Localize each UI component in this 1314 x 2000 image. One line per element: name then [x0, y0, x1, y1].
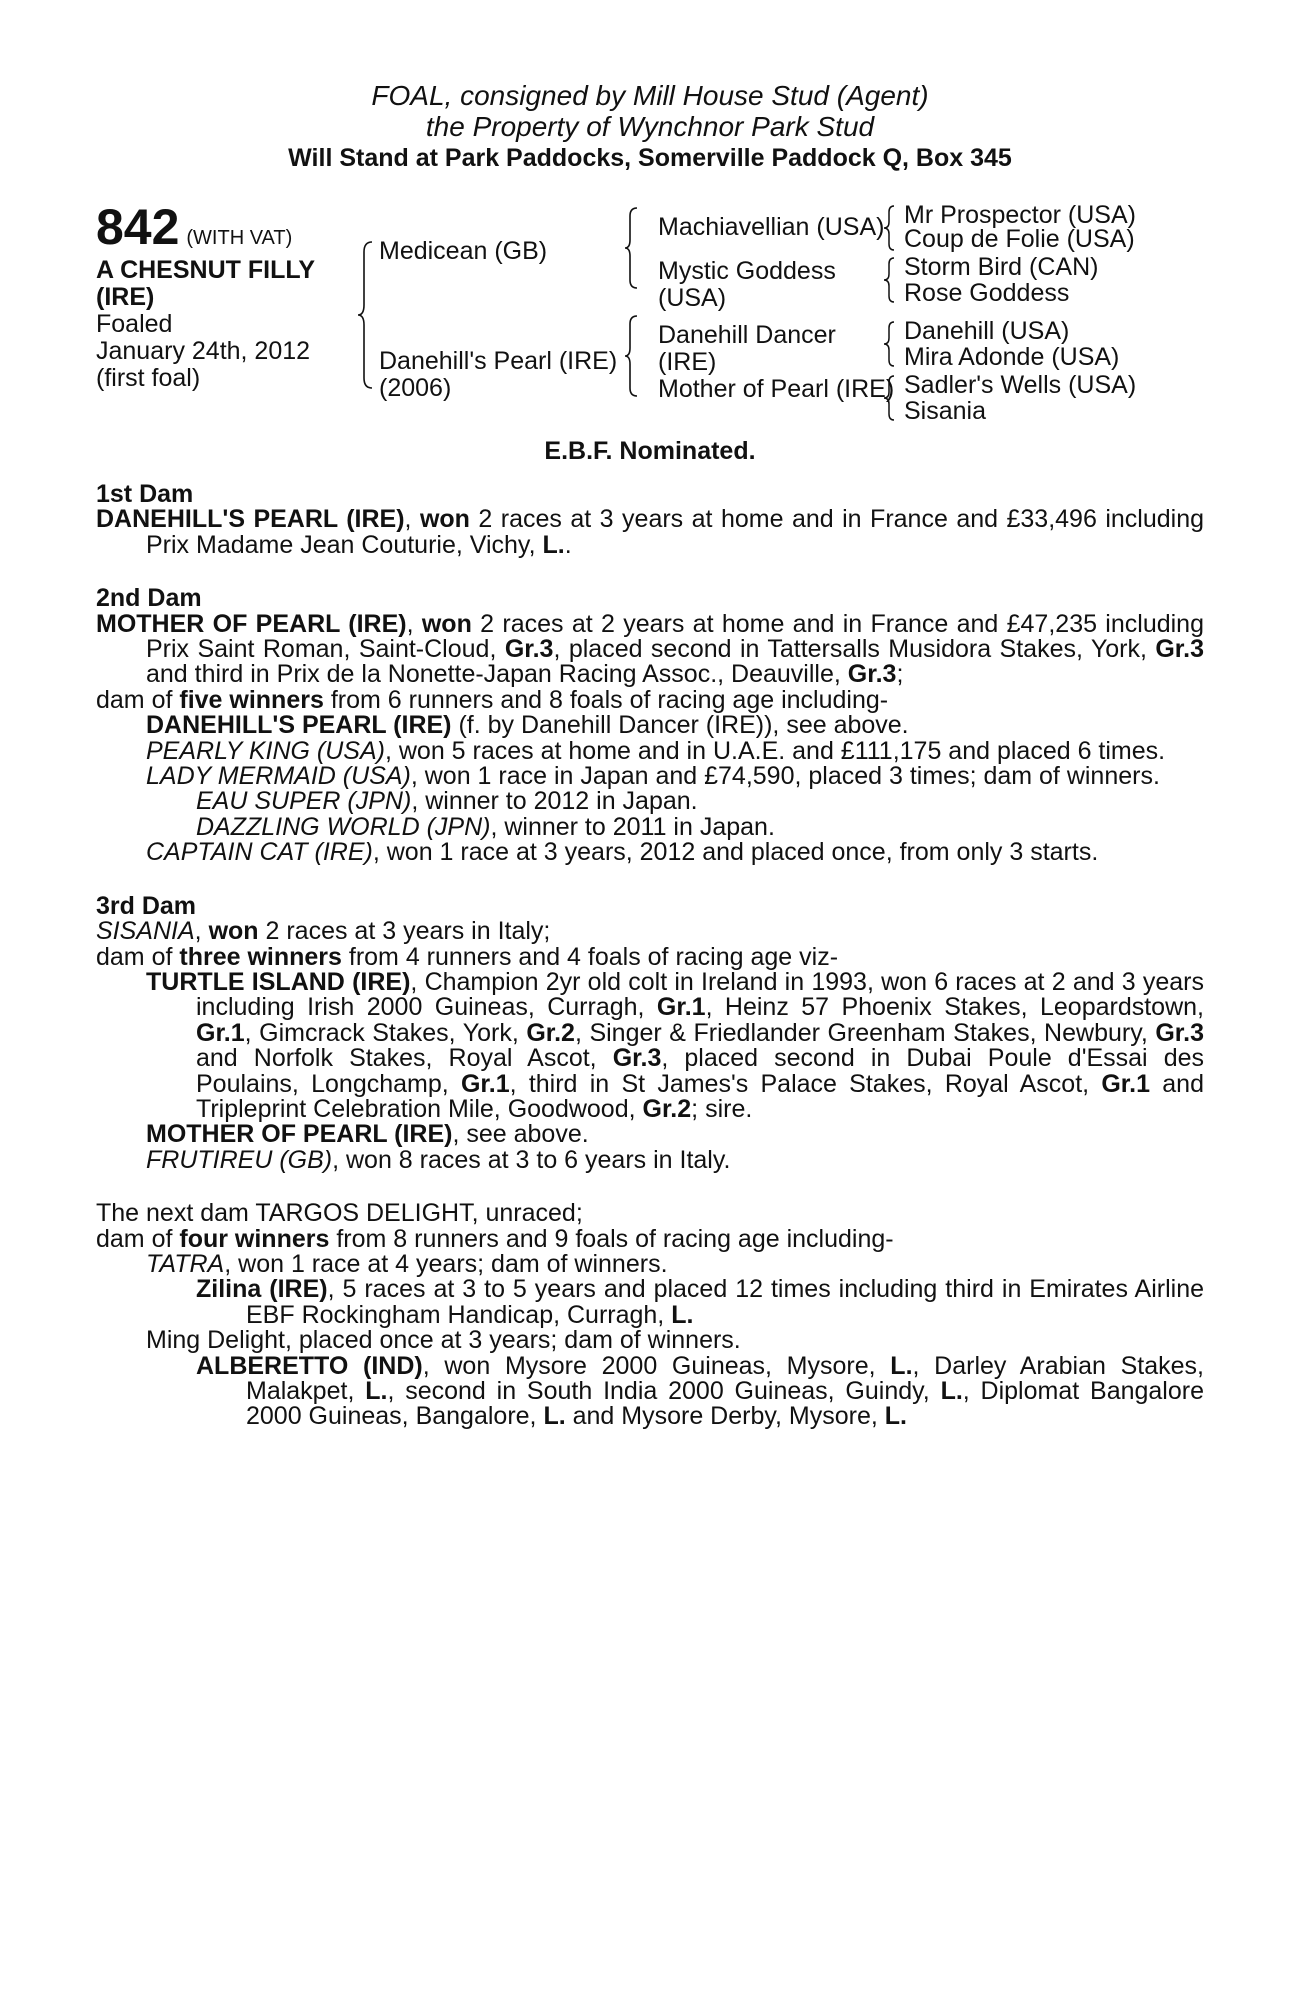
lot-number-row	[96, 199, 293, 255]
pedigree-brace	[625, 206, 639, 290]
record-text: .	[564, 530, 572, 559]
third-dam-record	[96, 919, 1204, 944]
progeny-entry	[96, 967, 1205, 1123]
progeny-name: DANEHILL'S PEARL (IRE)	[146, 711, 452, 740]
progeny-entry	[96, 1277, 1204, 1328]
ggdam-2: Rose Goddess	[904, 279, 1070, 307]
lot-description: A CHESNUT FILLY	[96, 256, 315, 284]
grade-label: Gr.3	[1155, 635, 1205, 664]
progeny-text: , Champion 2yr old colt in Ireland in 1993, won 6 races at 2 and 3 years including Irish 2000 Guineas, Curragh,	[196, 967, 1204, 1022]
progeny-text: and Norfolk Stakes, Royal Ascot,	[196, 1044, 613, 1073]
third-dam-title: 3rd Dam	[96, 891, 197, 920]
progeny-text: , won 1 race at 3 years, 2012 and placed once, from only 3 starts.	[372, 838, 1099, 867]
listed-label: L.	[671, 1300, 694, 1329]
listed-label: L.	[890, 1351, 913, 1380]
second-dam-title: 2nd Dam	[96, 584, 202, 613]
progeny-name: DAZZLING WORLD (JPN)	[196, 812, 491, 841]
progeny-entry	[96, 764, 1204, 789]
listed-label: L.	[940, 1377, 963, 1405]
dam-dam: Mother of Pearl (IRE)	[658, 375, 895, 403]
foaled-label: Foaled	[96, 310, 173, 338]
third-dam-section	[96, 891, 1205, 1174]
ggdam-1: Coup de Folie (USA)	[904, 225, 1135, 253]
sire-dam: Mystic Goddess	[658, 257, 836, 285]
progeny-text: (f. by Danehill Dancer (IRE)), see above.	[451, 711, 909, 740]
progeny-name: MOTHER OF PEARL (IRE)	[146, 1120, 453, 1149]
won-label: won	[208, 917, 259, 946]
progeny-text: , 5 races at 3 to 5 years and placed 12 times including third in Emirates Airline EBF Rockingham Handicap, Curragh,	[246, 1275, 1204, 1329]
listed-label: L.	[542, 530, 565, 559]
dam-name: Danehill's Pearl (IRE)	[379, 347, 618, 375]
progeny-name: TURTLE ISLAND (IRE)	[146, 967, 411, 996]
progeny-text: , second in South India 2000 Guineas, Guindy,	[387, 1377, 941, 1405]
dam-of-line	[96, 942, 1204, 971]
sire-name: Medicean (GB)	[379, 237, 548, 265]
progeny-text: , Diplomat Bangalore 2000 Guineas, Bangalore,	[246, 1377, 1204, 1431]
progeny-text: , won 1 race at 4 years; dam of winners.	[224, 1249, 668, 1278]
first-dam-title: 1st Dam	[96, 480, 194, 508]
won-label: won	[421, 609, 472, 638]
ebf-nominated: E.B.F. Nominated.	[544, 437, 756, 465]
ggsire-3: Danehill (USA)	[904, 317, 1070, 345]
ggdam-3: Mira Adonde (USA)	[904, 343, 1120, 371]
progeny-name: ALBERETTO (IND)	[196, 1351, 423, 1380]
progeny-text: , won 5 races at home and in U.A.E. and £111,175 and placed 6 times.	[384, 736, 1166, 765]
progeny-text: , Gimcrack Stakes, York,	[244, 1018, 527, 1047]
ebf-wrapper	[96, 438, 1204, 465]
record-text: ;	[896, 660, 904, 689]
progeny-text: , third in St James's Palace Stakes, Royal Ascot,	[509, 1069, 1102, 1098]
record-text: ,	[194, 917, 209, 946]
progeny-name: EAU SUPER (JPN)	[196, 787, 412, 816]
progeny-text: , won 8 races at 3 to 6 years in Italy.	[332, 1145, 731, 1174]
progeny-entry	[96, 1351, 1204, 1431]
lot-description-origin: (IRE)	[96, 283, 155, 311]
pedigree-brace	[884, 320, 896, 368]
sire-dam-origin: (USA)	[658, 284, 727, 312]
progeny-text: , winner to 2012 in Japan.	[411, 787, 698, 816]
dam-of-text: dam of	[96, 942, 180, 971]
progeny-entry	[96, 840, 1204, 865]
progeny-name: FRUTIREU (GB)	[146, 1145, 333, 1174]
dam-of-text: from 6 runners and 8 foals of racing age including-	[323, 685, 889, 714]
grade-label: Gr.3	[847, 660, 897, 689]
won-label: won	[419, 505, 470, 534]
catalogue-page	[96, 80, 1204, 1430]
progeny-name: Zilina (IRE)	[196, 1275, 328, 1304]
consignor-line: FOAL, consigned by Mill House Stud (Agent)	[371, 80, 929, 111]
listed-label: L.	[543, 1402, 566, 1431]
grade-label: Gr.1	[196, 1018, 245, 1047]
progeny-text: , placed second in Dubai Poule d'Essai des Poulains, Longchamp,	[196, 1044, 1205, 1098]
second-dam-name: MOTHER OF PEARL (IRE)	[96, 609, 407, 638]
progeny-text: , Heinz 57 Phoenix Stakes, Leopardstown,	[705, 993, 1204, 1022]
ggsire-1: Mr Prospector (USA)	[904, 201, 1136, 229]
record-text: and third in Prix de la Nonette-Japan Racing Assoc., Deauville,	[146, 660, 848, 689]
progeny-text: , won 1 race in Japan and £74,590, placed 3 times; dam of winners.	[410, 762, 1160, 791]
foal-note: (first foal)	[96, 364, 201, 392]
pedigree-brace	[358, 240, 374, 390]
grade-label: Gr.1	[1101, 1069, 1151, 1098]
progeny-entry	[96, 736, 1204, 765]
lot-number: 842	[96, 199, 180, 255]
progeny-entry: Ming Delight, placed once at 3 years; dam of winners.	[146, 1326, 741, 1355]
grade-label: Gr.3	[1155, 1018, 1204, 1047]
grade-label: Gr.1	[656, 993, 706, 1022]
record-text: 2 races at 3 years in Italy;	[258, 917, 551, 946]
winners-count: four winners	[179, 1224, 330, 1253]
dam-of-text: from 8 runners and 9 foals of racing age including-	[329, 1224, 894, 1253]
grade-label: Gr.3	[504, 635, 554, 664]
vat-note: (WITH VAT)	[186, 227, 293, 249]
ggdam-4: Sisania	[904, 397, 986, 425]
dam-of-text: dam of	[96, 685, 180, 714]
dam-of-line	[96, 685, 1204, 714]
next-dam-line: The next dam TARGOS DELIGHT, unraced;	[96, 1199, 583, 1228]
progeny-name: TATRA	[146, 1249, 225, 1278]
next-dam-section	[96, 1201, 1204, 1430]
progeny-entry	[96, 713, 1204, 738]
progeny-name: PEARLY KING (USA)	[146, 736, 385, 765]
listed-label: L.	[884, 1402, 907, 1431]
progeny-entry	[96, 1249, 1204, 1278]
record-text: , placed second in Tattersalls Musidora Stakes, York,	[553, 635, 1156, 664]
progeny-text: , won Mysore 2000 Guineas, Mysore,	[422, 1351, 891, 1380]
second-dam-record: MOTHER OF PEARL (IRE), won 2 races at 2 years at home and in France and £47,235 including Prix Saint Roman, Saint-Cloud, Gr.3, placed second in Tattersalls Musidora Stakes, York, Gr.3 and third in Prix de la Nonette-Japan Racing Assoc., Deauville, Gr.3;	[96, 609, 1205, 689]
grade-label: Gr.2	[526, 1018, 575, 1047]
sire-sire: Machiavellian (USA)	[658, 213, 885, 241]
pedigree-brace	[625, 314, 639, 398]
first-dam-record: DANEHILL'S PEARL (IRE), won 2 races at 3 years at home and in France and £33,496 including Prix Madame Jean Couturie, Vichy, L..	[96, 505, 1204, 559]
foaled-date: January 24th, 2012	[96, 337, 311, 365]
property-line: the Property of Wynchnor Park Stud	[425, 111, 875, 142]
dam-of-text: dam of	[96, 1224, 180, 1253]
pedigree-section	[96, 199, 1204, 522]
dam-of-text: from 4 runners and 4 foals of racing age viz-	[341, 942, 839, 971]
grade-label: Gr.1	[460, 1069, 510, 1098]
listed-label: L.	[365, 1377, 388, 1405]
grade-label: Gr.3	[612, 1044, 662, 1073]
progeny-text: , Darley Arabian Stakes, Malakpet,	[246, 1351, 1204, 1405]
progeny-entry	[96, 789, 1204, 814]
progeny-name: CAPTAIN CAT (IRE)	[146, 838, 373, 867]
record-text: 2 races at 3 years at home and in France and £33,496 including Prix Madame Jean Couturie, Vichy,	[146, 505, 1204, 559]
progeny-text: , see above.	[452, 1120, 589, 1149]
progeny-text: and Mysore Derby, Mysore,	[565, 1402, 885, 1431]
progeny-text: , Singer & Friedlander Greenham Stakes, Newbury,	[574, 1018, 1156, 1047]
third-dam-name: SISANIA	[96, 917, 195, 946]
dam-sire-origin: (IRE)	[658, 348, 717, 376]
progeny-text: ; sire.	[691, 1094, 753, 1123]
progeny-name: LADY MERMAID (USA)	[146, 762, 411, 791]
ggsire-2: Storm Bird (CAN)	[904, 253, 1099, 281]
progeny-entry	[96, 1122, 1204, 1147]
first-dam-name: DANEHILL'S PEARL (IRE)	[96, 505, 405, 534]
pedigree-brace	[884, 374, 896, 422]
grade-label: Gr.2	[642, 1094, 692, 1123]
progeny-entry	[96, 1145, 1204, 1174]
progeny-text: and Tripleprint Celebration Mile, Goodwood,	[196, 1069, 1204, 1123]
ggsire-4: Sadler's Wells (USA)	[904, 371, 1137, 399]
record-text: 2 races at 2 years at home and in France and £47,235 including Prix Saint Roman, Saint-Cloud,	[146, 609, 1204, 664]
progeny-text: , winner to 2011 in Japan.	[490, 812, 775, 841]
dam-sire: Danehill Dancer	[658, 321, 836, 349]
dam-year: (2006)	[379, 374, 452, 402]
stand-location-line: Will Stand at Park Paddocks, Somerville Paddock Q, Box 345	[288, 144, 1012, 172]
dam-of-line	[96, 1224, 1204, 1253]
second-dam-section	[96, 586, 1204, 865]
winners-count: five winners	[179, 685, 324, 714]
pedigree-brace	[884, 204, 896, 252]
winners-count: three winners	[179, 942, 342, 971]
lot-header	[96, 80, 1204, 174]
progeny-entry	[96, 812, 1204, 841]
pedigree-brace	[884, 256, 896, 304]
